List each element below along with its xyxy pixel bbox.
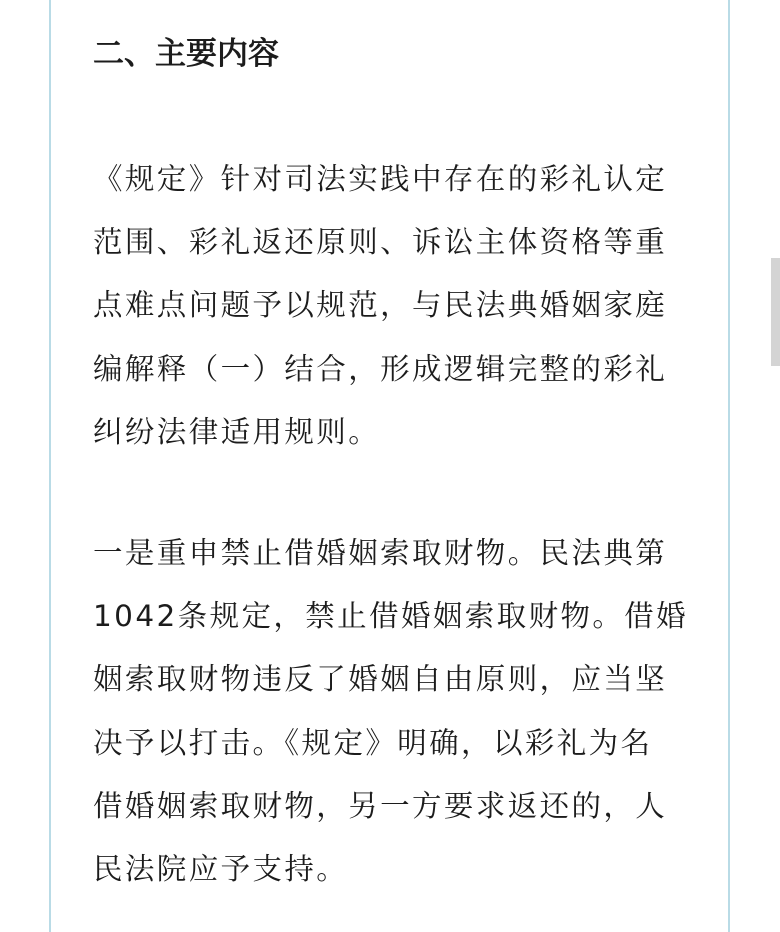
paragraph-line: 《规定》针对司法实践中存在的彩礼认定 <box>93 162 668 196</box>
paragraph-line: 1042条规定，禁止借婚姻索取财物。借婚 <box>93 599 689 634</box>
paragraph-line: 范围、彩礼返还原则、诉讼主体资格等重 <box>93 225 668 260</box>
paragraph-point-one <box>93 522 693 901</box>
paragraph-line: 决予以打击。《规定》明确，以彩礼为名 <box>93 725 653 760</box>
paragraph-line: 编解释（一）结合，形成逻辑完整的彩礼 <box>93 351 668 386</box>
paragraph-line: 点难点问题予以规范，与民法典婚姻家庭 <box>93 288 668 323</box>
paragraph-line: 姻索取财物违反了婚姻自由原则，应当坚 <box>93 662 668 697</box>
paragraph-line: 纠纷法律适用规则。 <box>93 414 381 449</box>
paragraph-line: 民法院应予支持。 <box>93 852 349 887</box>
paragraph-overview <box>93 148 693 464</box>
section-heading: 二、主要内容 <box>93 36 279 72</box>
paragraph-line: 一是重申禁止借婚姻索取财物。民法典第 <box>93 536 668 570</box>
right-border-line <box>728 0 730 932</box>
paragraph-line: 借婚姻索取财物，另一方要求返还的，人 <box>93 788 668 823</box>
left-border-line <box>49 0 51 932</box>
scrollbar-thumb[interactable] <box>771 258 780 366</box>
